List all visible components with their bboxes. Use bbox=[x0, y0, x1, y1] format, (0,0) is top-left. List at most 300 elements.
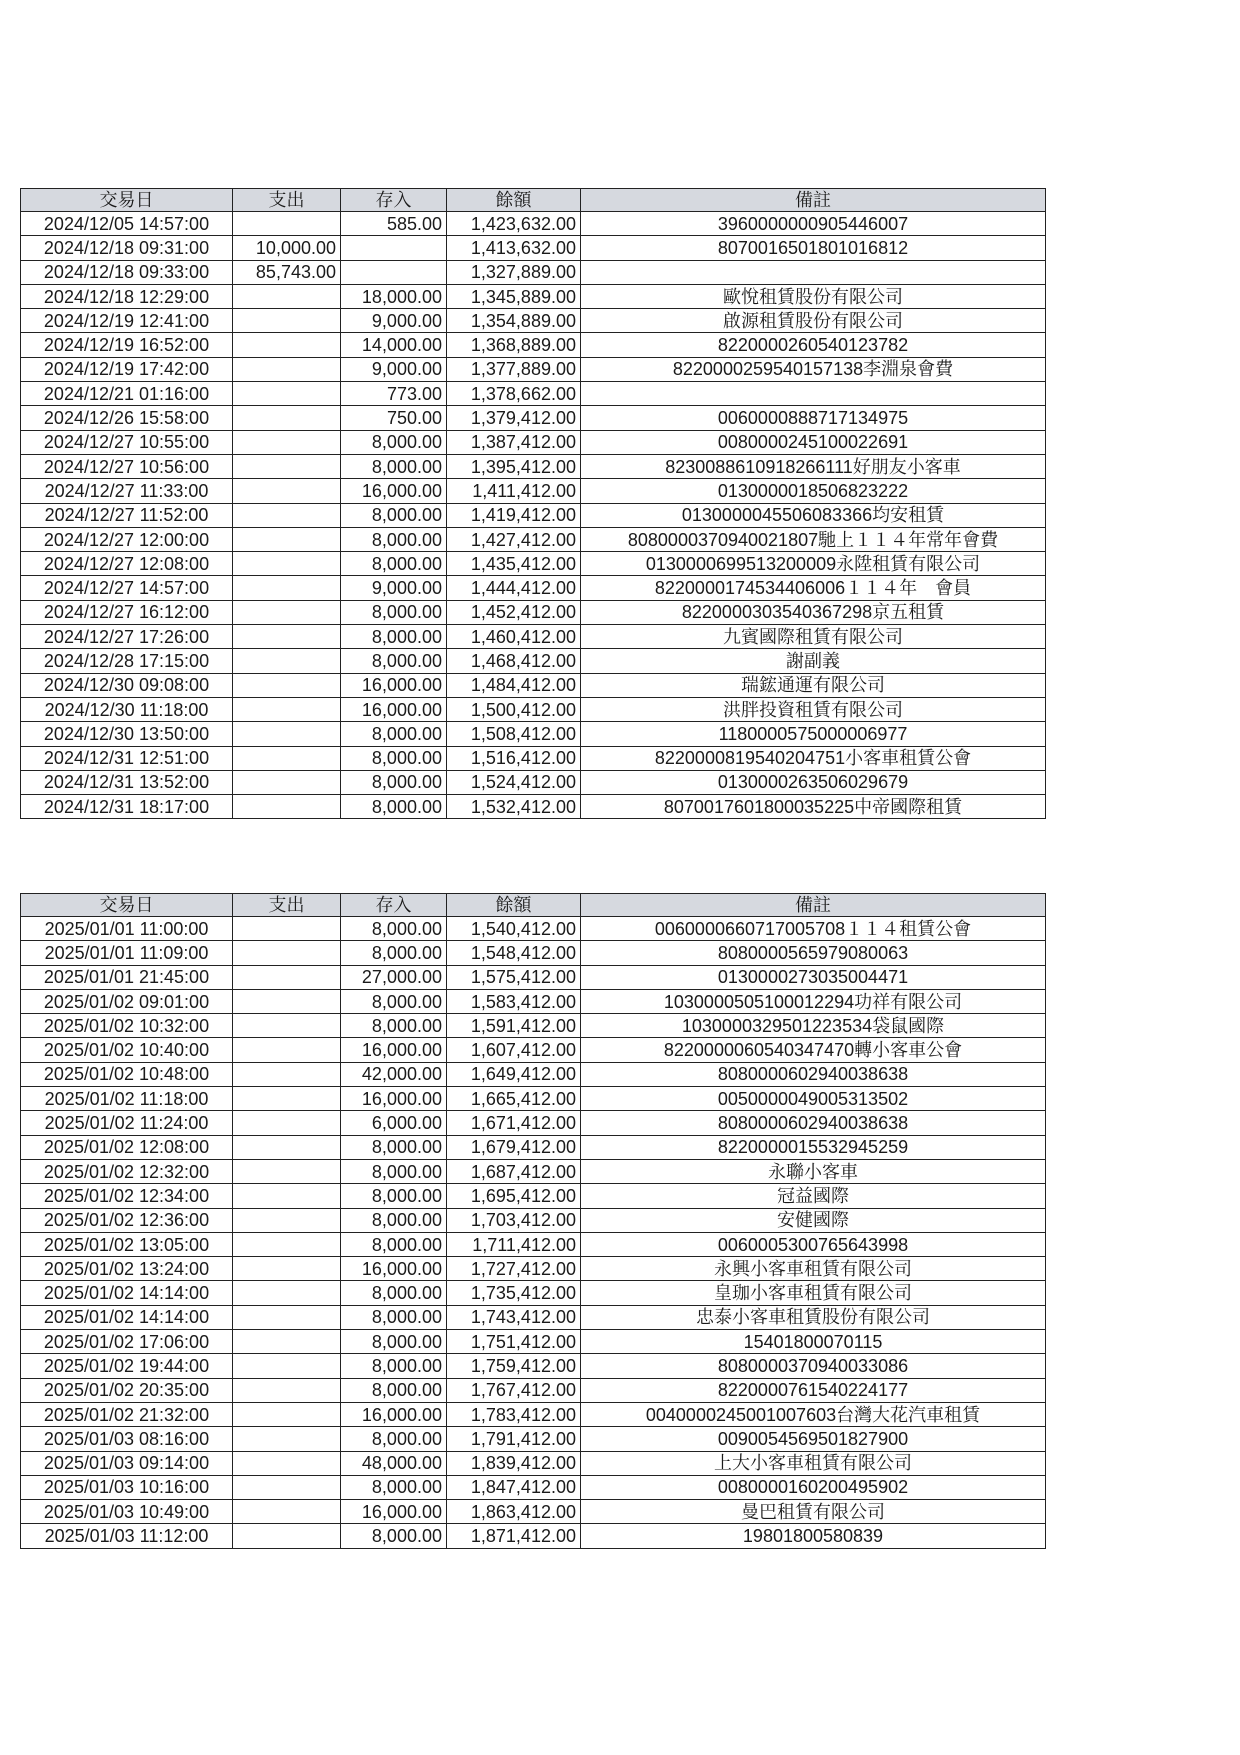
header-balance: 餘額 bbox=[447, 189, 581, 212]
table-row bbox=[21, 430, 1046, 454]
cell-memo: 8070017601800035225中帝國際租賃 bbox=[581, 795, 1046, 819]
table-row bbox=[21, 260, 1046, 284]
cell-withdrawal bbox=[233, 212, 341, 236]
table-row bbox=[21, 795, 1046, 819]
header-memo: 備註 bbox=[581, 189, 1046, 212]
table-row bbox=[21, 527, 1046, 551]
cell-memo: 8220000260540123782 bbox=[581, 333, 1046, 357]
cell-withdrawal bbox=[233, 309, 341, 333]
cell-balance: 1,435,412.00 bbox=[447, 552, 581, 576]
cell-deposit: 48,000.00 bbox=[341, 1451, 447, 1475]
cell-balance: 1,791,412.00 bbox=[447, 1427, 581, 1451]
cell-date: 2024/12/30 11:18:00 bbox=[21, 697, 233, 721]
header-memo: 備註 bbox=[581, 894, 1046, 917]
cell-balance: 1,687,412.00 bbox=[447, 1159, 581, 1183]
cell-withdrawal bbox=[233, 576, 341, 600]
cell-balance: 1,508,412.00 bbox=[447, 722, 581, 746]
cell-date: 2024/12/27 11:52:00 bbox=[21, 503, 233, 527]
cell-date: 2025/01/03 10:16:00 bbox=[21, 1475, 233, 1499]
table-row bbox=[21, 503, 1046, 527]
cell-memo: 8220000060540347470轉小客車公會 bbox=[581, 1038, 1046, 1062]
table-row bbox=[21, 284, 1046, 308]
cell-deposit: 8,000.00 bbox=[341, 941, 447, 965]
cell-date: 2024/12/21 01:16:00 bbox=[21, 382, 233, 406]
cell-balance: 1,743,412.00 bbox=[447, 1305, 581, 1329]
cell-memo: 0130000273035004471 bbox=[581, 965, 1046, 989]
cell-balance: 1,419,412.00 bbox=[447, 503, 581, 527]
cell-memo: 永聯小客車 bbox=[581, 1159, 1046, 1183]
cell-withdrawal bbox=[233, 1135, 341, 1159]
cell-date: 2025/01/02 13:24:00 bbox=[21, 1257, 233, 1281]
cell-balance: 1,327,889.00 bbox=[447, 260, 581, 284]
cell-memo: 0060005300765643998 bbox=[581, 1232, 1046, 1256]
cell-date: 2024/12/27 10:56:00 bbox=[21, 454, 233, 478]
cell-memo: 8220000015532945259 bbox=[581, 1135, 1046, 1159]
cell-balance: 1,524,412.00 bbox=[447, 770, 581, 794]
cell-deposit: 8,000.00 bbox=[341, 770, 447, 794]
cell-withdrawal bbox=[233, 1427, 341, 1451]
cell-date: 2024/12/27 14:57:00 bbox=[21, 576, 233, 600]
cell-withdrawal bbox=[233, 1257, 341, 1281]
cell-withdrawal bbox=[233, 1062, 341, 1086]
cell-date: 2025/01/01 21:45:00 bbox=[21, 965, 233, 989]
cell-memo: 忠泰小客車租賃股份有限公司 bbox=[581, 1305, 1046, 1329]
cell-balance: 1,345,889.00 bbox=[447, 284, 581, 308]
cell-deposit: 750.00 bbox=[341, 406, 447, 430]
cell-balance: 1,548,412.00 bbox=[447, 941, 581, 965]
cell-balance: 1,727,412.00 bbox=[447, 1257, 581, 1281]
cell-balance: 1,377,889.00 bbox=[447, 357, 581, 381]
cell-withdrawal: 85,743.00 bbox=[233, 260, 341, 284]
cell-deposit: 27,000.00 bbox=[341, 965, 447, 989]
table-row bbox=[21, 236, 1046, 260]
cell-memo: 19801800580839 bbox=[581, 1524, 1046, 1548]
cell-memo: 1180000575000006977 bbox=[581, 722, 1046, 746]
cell-memo: 0040000245001007603台灣大花汽車租賃 bbox=[581, 1402, 1046, 1426]
cell-deposit: 8,000.00 bbox=[341, 795, 447, 819]
cell-balance: 1,484,412.00 bbox=[447, 673, 581, 697]
table-row bbox=[21, 1305, 1046, 1329]
cell-balance: 1,444,412.00 bbox=[447, 576, 581, 600]
cell-date: 2025/01/01 11:00:00 bbox=[21, 917, 233, 941]
cell-balance: 1,460,412.00 bbox=[447, 625, 581, 649]
cell-withdrawal bbox=[233, 770, 341, 794]
cell-balance: 1,379,412.00 bbox=[447, 406, 581, 430]
cell-memo: 15401800070115 bbox=[581, 1330, 1046, 1354]
cell-deposit: 6,000.00 bbox=[341, 1111, 447, 1135]
cell-memo: 0130000045506083366均安租賃 bbox=[581, 503, 1046, 527]
cell-deposit: 16,000.00 bbox=[341, 697, 447, 721]
cell-memo: 0060000888717134975 bbox=[581, 406, 1046, 430]
cell-withdrawal bbox=[233, 284, 341, 308]
cell-memo: 8080000565979080063 bbox=[581, 941, 1046, 965]
table-row bbox=[21, 941, 1046, 965]
cell-deposit: 8,000.00 bbox=[341, 454, 447, 478]
cell-date: 2024/12/26 15:58:00 bbox=[21, 406, 233, 430]
cell-date: 2025/01/02 11:18:00 bbox=[21, 1087, 233, 1111]
header-date: 交易日 bbox=[21, 189, 233, 212]
cell-deposit: 8,000.00 bbox=[341, 649, 447, 673]
cell-withdrawal bbox=[233, 625, 341, 649]
cell-balance: 1,695,412.00 bbox=[447, 1184, 581, 1208]
cell-memo: 曼巴租賃有限公司 bbox=[581, 1500, 1046, 1524]
header-balance: 餘額 bbox=[447, 894, 581, 917]
cell-deposit: 773.00 bbox=[341, 382, 447, 406]
table-row bbox=[21, 1135, 1046, 1159]
header-withdrawal: 支出 bbox=[233, 189, 341, 212]
cell-memo: 8080000370940033086 bbox=[581, 1354, 1046, 1378]
cell-memo: 8230088610918266111好朋友小客車 bbox=[581, 454, 1046, 478]
transaction-table-january bbox=[20, 893, 1046, 1549]
table-row bbox=[21, 1087, 1046, 1111]
cell-memo: 8220000174534406006１１４年 會員 bbox=[581, 576, 1046, 600]
cell-deposit: 8,000.00 bbox=[341, 1524, 447, 1548]
cell-withdrawal bbox=[233, 1475, 341, 1499]
cell-memo: 3960000000905446007 bbox=[581, 212, 1046, 236]
cell-withdrawal bbox=[233, 941, 341, 965]
table-row bbox=[21, 1402, 1046, 1426]
cell-date: 2025/01/03 10:49:00 bbox=[21, 1500, 233, 1524]
cell-date: 2025/01/02 14:14:00 bbox=[21, 1281, 233, 1305]
cell-withdrawal bbox=[233, 1232, 341, 1256]
cell-memo: 歐悅租賃股份有限公司 bbox=[581, 284, 1046, 308]
cell-date: 2024/12/19 12:41:00 bbox=[21, 309, 233, 333]
cell-memo: 8220000761540224177 bbox=[581, 1378, 1046, 1402]
table-row bbox=[21, 1232, 1046, 1256]
cell-balance: 1,711,412.00 bbox=[447, 1232, 581, 1256]
table-row bbox=[21, 917, 1046, 941]
table-row bbox=[21, 479, 1046, 503]
cell-withdrawal bbox=[233, 1208, 341, 1232]
cell-deposit: 8,000.00 bbox=[341, 989, 447, 1013]
cell-balance: 1,591,412.00 bbox=[447, 1014, 581, 1038]
cell-deposit: 8,000.00 bbox=[341, 1427, 447, 1451]
table-body bbox=[21, 917, 1046, 1549]
cell-date: 2025/01/02 12:08:00 bbox=[21, 1135, 233, 1159]
cell-deposit: 8,000.00 bbox=[341, 503, 447, 527]
cell-deposit: 16,000.00 bbox=[341, 1402, 447, 1426]
cell-memo: 謝副義 bbox=[581, 649, 1046, 673]
cell-deposit: 16,000.00 bbox=[341, 1500, 447, 1524]
cell-deposit: 8,000.00 bbox=[341, 1014, 447, 1038]
table-row bbox=[21, 1354, 1046, 1378]
cell-deposit bbox=[341, 236, 447, 260]
cell-date: 2025/01/02 10:32:00 bbox=[21, 1014, 233, 1038]
cell-balance: 1,516,412.00 bbox=[447, 746, 581, 770]
table-row bbox=[21, 625, 1046, 649]
cell-withdrawal bbox=[233, 454, 341, 478]
cell-balance: 1,863,412.00 bbox=[447, 1500, 581, 1524]
cell-balance: 1,671,412.00 bbox=[447, 1111, 581, 1135]
cell-memo: 0080000245100022691 bbox=[581, 430, 1046, 454]
cell-date: 2025/01/02 10:48:00 bbox=[21, 1062, 233, 1086]
cell-withdrawal bbox=[233, 1184, 341, 1208]
cell-date: 2025/01/02 20:35:00 bbox=[21, 1378, 233, 1402]
cell-date: 2025/01/02 11:24:00 bbox=[21, 1111, 233, 1135]
cell-date: 2024/12/30 09:08:00 bbox=[21, 673, 233, 697]
cell-withdrawal bbox=[233, 989, 341, 1013]
cell-date: 2024/12/18 09:31:00 bbox=[21, 236, 233, 260]
cell-deposit: 16,000.00 bbox=[341, 1038, 447, 1062]
cell-deposit: 18,000.00 bbox=[341, 284, 447, 308]
table-row bbox=[21, 357, 1046, 381]
table-row bbox=[21, 552, 1046, 576]
cell-memo: 啟源租賃股份有限公司 bbox=[581, 309, 1046, 333]
cell-balance: 1,767,412.00 bbox=[447, 1378, 581, 1402]
header-date: 交易日 bbox=[21, 894, 233, 917]
cell-memo: 1030000329501223534袋鼠國際 bbox=[581, 1014, 1046, 1038]
cell-date: 2024/12/18 09:33:00 bbox=[21, 260, 233, 284]
cell-deposit: 8,000.00 bbox=[341, 1232, 447, 1256]
header-deposit: 存入 bbox=[341, 189, 447, 212]
cell-withdrawal bbox=[233, 503, 341, 527]
cell-deposit: 8,000.00 bbox=[341, 1305, 447, 1329]
cell-date: 2025/01/02 12:36:00 bbox=[21, 1208, 233, 1232]
cell-withdrawal bbox=[233, 479, 341, 503]
cell-withdrawal bbox=[233, 1111, 341, 1135]
cell-balance: 1,839,412.00 bbox=[447, 1451, 581, 1475]
cell-date: 2025/01/02 10:40:00 bbox=[21, 1038, 233, 1062]
cell-withdrawal bbox=[233, 649, 341, 673]
table-row bbox=[21, 1111, 1046, 1135]
cell-memo: 8080000370940021807馳上１１４年常年會費 bbox=[581, 527, 1046, 551]
cell-balance: 1,413,632.00 bbox=[447, 236, 581, 260]
cell-withdrawal bbox=[233, 382, 341, 406]
cell-date: 2024/12/18 12:29:00 bbox=[21, 284, 233, 308]
cell-withdrawal bbox=[233, 333, 341, 357]
cell-balance: 1,540,412.00 bbox=[447, 917, 581, 941]
table-row bbox=[21, 1524, 1046, 1548]
table-row bbox=[21, 1500, 1046, 1524]
cell-memo: 8220000259540157138李淵泉會費 bbox=[581, 357, 1046, 381]
table-body bbox=[21, 212, 1046, 819]
cell-deposit: 8,000.00 bbox=[341, 1184, 447, 1208]
cell-deposit: 585.00 bbox=[341, 212, 447, 236]
cell-balance: 1,452,412.00 bbox=[447, 600, 581, 624]
cell-withdrawal bbox=[233, 357, 341, 381]
cell-memo: 安健國際 bbox=[581, 1208, 1046, 1232]
cell-deposit: 9,000.00 bbox=[341, 576, 447, 600]
cell-balance: 1,607,412.00 bbox=[447, 1038, 581, 1062]
cell-memo: 永興小客車租賃有限公司 bbox=[581, 1257, 1046, 1281]
table-row bbox=[21, 965, 1046, 989]
table-row bbox=[21, 212, 1046, 236]
cell-deposit: 8,000.00 bbox=[341, 1354, 447, 1378]
table-row bbox=[21, 333, 1046, 357]
table-header bbox=[21, 894, 1046, 917]
cell-withdrawal bbox=[233, 697, 341, 721]
cell-withdrawal bbox=[233, 1014, 341, 1038]
cell-deposit: 8,000.00 bbox=[341, 917, 447, 941]
table-row bbox=[21, 382, 1046, 406]
cell-memo: 8080000602940038638 bbox=[581, 1062, 1046, 1086]
table-row bbox=[21, 673, 1046, 697]
cell-date: 2024/12/31 18:17:00 bbox=[21, 795, 233, 819]
cell-deposit: 8,000.00 bbox=[341, 1208, 447, 1232]
cell-balance: 1,354,889.00 bbox=[447, 309, 581, 333]
cell-balance: 1,532,412.00 bbox=[447, 795, 581, 819]
cell-date: 2025/01/03 09:14:00 bbox=[21, 1451, 233, 1475]
cell-balance: 1,703,412.00 bbox=[447, 1208, 581, 1232]
cell-balance: 1,395,412.00 bbox=[447, 454, 581, 478]
cell-withdrawal bbox=[233, 746, 341, 770]
cell-memo: 0090054569501827900 bbox=[581, 1427, 1046, 1451]
cell-withdrawal: 10,000.00 bbox=[233, 236, 341, 260]
cell-date: 2025/01/02 14:14:00 bbox=[21, 1305, 233, 1329]
cell-balance: 1,583,412.00 bbox=[447, 989, 581, 1013]
cell-memo: 1030000505100012294功祥有限公司 bbox=[581, 989, 1046, 1013]
cell-withdrawal bbox=[233, 722, 341, 746]
cell-deposit: 8,000.00 bbox=[341, 1330, 447, 1354]
cell-withdrawal bbox=[233, 527, 341, 551]
table-row bbox=[21, 722, 1046, 746]
cell-withdrawal bbox=[233, 1378, 341, 1402]
cell-deposit: 8,000.00 bbox=[341, 746, 447, 770]
transaction-table-december bbox=[20, 188, 1046, 819]
cell-balance: 1,735,412.00 bbox=[447, 1281, 581, 1305]
cell-date: 2024/12/27 16:12:00 bbox=[21, 600, 233, 624]
cell-balance: 1,783,412.00 bbox=[447, 1402, 581, 1426]
cell-deposit: 16,000.00 bbox=[341, 1087, 447, 1111]
table-row bbox=[21, 1159, 1046, 1183]
cell-date: 2024/12/19 16:52:00 bbox=[21, 333, 233, 357]
table-row bbox=[21, 697, 1046, 721]
cell-withdrawal bbox=[233, 1038, 341, 1062]
table-row bbox=[21, 1330, 1046, 1354]
cell-withdrawal bbox=[233, 1159, 341, 1183]
cell-withdrawal bbox=[233, 1451, 341, 1475]
cell-date: 2025/01/03 08:16:00 bbox=[21, 1427, 233, 1451]
cell-balance: 1,679,412.00 bbox=[447, 1135, 581, 1159]
cell-memo: 0130000018506823222 bbox=[581, 479, 1046, 503]
cell-withdrawal bbox=[233, 1087, 341, 1111]
table-row bbox=[21, 649, 1046, 673]
cell-memo bbox=[581, 382, 1046, 406]
cell-date: 2024/12/05 14:57:00 bbox=[21, 212, 233, 236]
cell-withdrawal bbox=[233, 430, 341, 454]
cell-date: 2025/01/01 11:09:00 bbox=[21, 941, 233, 965]
cell-balance: 1,427,412.00 bbox=[447, 527, 581, 551]
cell-date: 2024/12/30 13:50:00 bbox=[21, 722, 233, 746]
cell-memo bbox=[581, 260, 1046, 284]
table-row bbox=[21, 1208, 1046, 1232]
cell-deposit: 16,000.00 bbox=[341, 1257, 447, 1281]
cell-memo: 0060000660717005708１１４租賃公會 bbox=[581, 917, 1046, 941]
cell-date: 2024/12/27 10:55:00 bbox=[21, 430, 233, 454]
cell-date: 2024/12/31 12:51:00 bbox=[21, 746, 233, 770]
cell-date: 2025/01/02 17:06:00 bbox=[21, 1330, 233, 1354]
cell-deposit: 42,000.00 bbox=[341, 1062, 447, 1086]
table-row bbox=[21, 600, 1046, 624]
table-row bbox=[21, 1257, 1046, 1281]
table-row bbox=[21, 1281, 1046, 1305]
cell-deposit: 16,000.00 bbox=[341, 479, 447, 503]
cell-date: 2025/01/02 13:05:00 bbox=[21, 1232, 233, 1256]
table-row bbox=[21, 1062, 1046, 1086]
cell-balance: 1,468,412.00 bbox=[447, 649, 581, 673]
cell-withdrawal bbox=[233, 1305, 341, 1329]
cell-date: 2025/01/02 12:32:00 bbox=[21, 1159, 233, 1183]
cell-date: 2024/12/28 17:15:00 bbox=[21, 649, 233, 673]
cell-memo: 8220000303540367298京五租賃 bbox=[581, 600, 1046, 624]
cell-date: 2024/12/27 12:08:00 bbox=[21, 552, 233, 576]
cell-balance: 1,751,412.00 bbox=[447, 1330, 581, 1354]
cell-balance: 1,378,662.00 bbox=[447, 382, 581, 406]
cell-withdrawal bbox=[233, 1524, 341, 1548]
table-row bbox=[21, 1475, 1046, 1499]
table-row bbox=[21, 576, 1046, 600]
cell-memo: 洪胖投資租賃有限公司 bbox=[581, 697, 1046, 721]
cell-withdrawal bbox=[233, 1281, 341, 1305]
table-row bbox=[21, 1014, 1046, 1038]
cell-date: 2025/01/02 09:01:00 bbox=[21, 989, 233, 1013]
cell-withdrawal bbox=[233, 1330, 341, 1354]
cell-date: 2025/01/02 19:44:00 bbox=[21, 1354, 233, 1378]
cell-deposit: 16,000.00 bbox=[341, 673, 447, 697]
cell-balance: 1,423,632.00 bbox=[447, 212, 581, 236]
cell-date: 2024/12/27 11:33:00 bbox=[21, 479, 233, 503]
table-row bbox=[21, 770, 1046, 794]
cell-balance: 1,411,412.00 bbox=[447, 479, 581, 503]
cell-memo: 0080000160200495902 bbox=[581, 1475, 1046, 1499]
cell-balance: 1,759,412.00 bbox=[447, 1354, 581, 1378]
cell-balance: 1,665,412.00 bbox=[447, 1087, 581, 1111]
table-row bbox=[21, 309, 1046, 333]
cell-memo: 冠益國際 bbox=[581, 1184, 1046, 1208]
table-row bbox=[21, 746, 1046, 770]
cell-deposit: 8,000.00 bbox=[341, 722, 447, 746]
cell-balance: 1,847,412.00 bbox=[447, 1475, 581, 1499]
cell-balance: 1,649,412.00 bbox=[447, 1062, 581, 1086]
cell-memo: 8080000602940038638 bbox=[581, 1111, 1046, 1135]
cell-memo: 皇珈小客車租賃有限公司 bbox=[581, 1281, 1046, 1305]
cell-deposit: 8,000.00 bbox=[341, 1135, 447, 1159]
cell-deposit: 8,000.00 bbox=[341, 527, 447, 551]
cell-date: 2024/12/27 12:00:00 bbox=[21, 527, 233, 551]
cell-balance: 1,575,412.00 bbox=[447, 965, 581, 989]
cell-withdrawal bbox=[233, 795, 341, 819]
cell-balance: 1,387,412.00 bbox=[447, 430, 581, 454]
cell-deposit: 9,000.00 bbox=[341, 309, 447, 333]
cell-deposit: 8,000.00 bbox=[341, 1475, 447, 1499]
table-header bbox=[21, 189, 1046, 212]
cell-memo: 0130000699513200009永陞租賃有限公司 bbox=[581, 552, 1046, 576]
cell-memo: 瑞鋐通運有限公司 bbox=[581, 673, 1046, 697]
cell-memo: 8070016501801016812 bbox=[581, 236, 1046, 260]
table-row bbox=[21, 989, 1046, 1013]
cell-deposit: 9,000.00 bbox=[341, 357, 447, 381]
cell-deposit: 8,000.00 bbox=[341, 625, 447, 649]
table-row bbox=[21, 1427, 1046, 1451]
header-deposit: 存入 bbox=[341, 894, 447, 917]
cell-balance: 1,500,412.00 bbox=[447, 697, 581, 721]
header-withdrawal: 支出 bbox=[233, 894, 341, 917]
cell-balance: 1,368,889.00 bbox=[447, 333, 581, 357]
cell-withdrawal bbox=[233, 917, 341, 941]
cell-withdrawal bbox=[233, 673, 341, 697]
cell-date: 2024/12/31 13:52:00 bbox=[21, 770, 233, 794]
table-row bbox=[21, 406, 1046, 430]
cell-withdrawal bbox=[233, 1402, 341, 1426]
cell-memo: 上大小客車租賃有限公司 bbox=[581, 1451, 1046, 1475]
cell-memo: 8220000819540204751小客車租賃公會 bbox=[581, 746, 1046, 770]
table-row bbox=[21, 1184, 1046, 1208]
table-row bbox=[21, 454, 1046, 478]
cell-withdrawal bbox=[233, 552, 341, 576]
cell-deposit: 8,000.00 bbox=[341, 1378, 447, 1402]
cell-memo: 0130000263506029679 bbox=[581, 770, 1046, 794]
table-row bbox=[21, 1038, 1046, 1062]
